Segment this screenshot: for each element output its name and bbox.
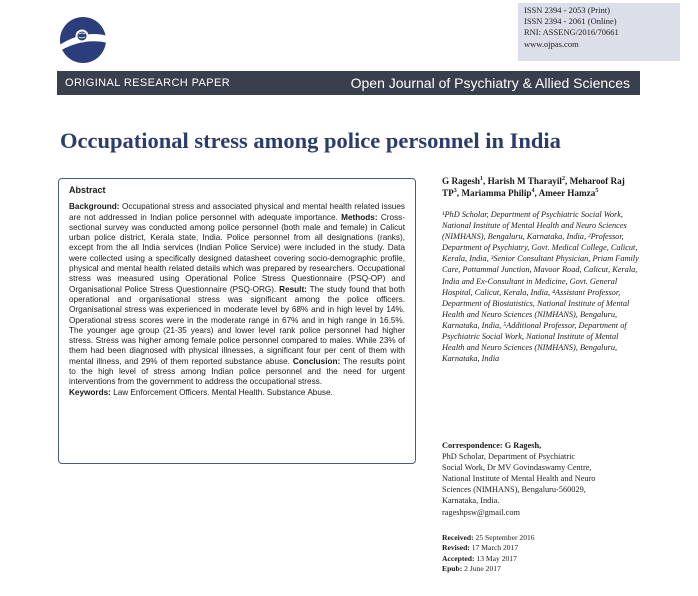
correspondence-name: G Ragesh, xyxy=(504,441,542,450)
result-label: Result: xyxy=(279,284,307,294)
keywords-label: Keywords: xyxy=(69,387,111,397)
author-superscript: 3 xyxy=(453,187,457,194)
received-value: 25 September 2016 xyxy=(475,533,535,542)
author-name: Meharoof Raj TP xyxy=(442,176,625,198)
accepted-date xyxy=(442,554,535,564)
author-superscript: 1 xyxy=(480,175,484,182)
correspondence-line: Social Work, Dr MV Govindaswamy Centre, xyxy=(442,463,592,473)
correspondence-email[interactable]: rageshpsw@gmail.com xyxy=(442,507,520,517)
journal-website[interactable]: www.ojpas.com xyxy=(524,38,579,49)
abstract-body xyxy=(69,202,405,398)
keywords xyxy=(69,388,405,398)
abstract-paragraph xyxy=(69,202,405,387)
article-title: Occupational stress among police personnel in India xyxy=(60,128,561,153)
author-name: G Ragesh xyxy=(442,176,481,186)
conclusion-text: The results point to the high level of stress among Indian police personnel and the need for urgent interventions from the government to address the occupational stress. xyxy=(69,356,405,387)
issn-box xyxy=(518,3,680,61)
abstract-box xyxy=(58,178,416,464)
methods-label: Methods: xyxy=(341,212,378,222)
revised-date xyxy=(442,543,535,553)
author-column xyxy=(442,176,642,364)
journal-name: Open Journal of Psychiatry & Allied Sciences xyxy=(350,75,630,91)
author-name: Harish M Tharayil xyxy=(487,176,562,186)
received-date xyxy=(442,533,535,543)
issn-online: ISSN 2394 - 2061 (Online) xyxy=(524,16,617,27)
journal-logo xyxy=(58,15,108,65)
keywords-text: Law Enforcement Officers. Mental Health. Substance Abuse. xyxy=(113,387,333,397)
rni-number: RNI: ASSENG/2016/70661 xyxy=(524,27,619,38)
accepted-label: Accepted: xyxy=(442,553,475,563)
author-name: Ameer Hamza xyxy=(538,187,596,198)
author-list xyxy=(442,176,642,199)
accepted-value: 13 May 2017 xyxy=(476,553,517,563)
correspondence-heading xyxy=(442,440,652,451)
revised-value: 17 March 2017 xyxy=(471,543,519,553)
journal-banner xyxy=(57,71,640,95)
author-superscript: 5 xyxy=(595,187,599,194)
author-affiliations: ¹PhD Scholar, Department of Psychiatric Social Work, National Institute of Mental Health and Neuro Sciences (NIMHANS), Bengaluru, Karnataka, India, ²Professor, Department of Psychiatry, Govt. Medical College, Calicut, Kerala, India, ³Senior Consultant Physician, Priam Family Care, Pottammal Junction, Mavoor Road, Calicut, Kerala, India and Ex-Consultant in Medicine, Govt. General Hospital, Calicut, Kerala, India, ⁴Assistant Professor, Department of Biostatistics, National Institute of Mental Health and Neuro Sciences (NIMHANS), Bengaluru, Karnataka, India, ⁵Additional Professor, Department of Psychiatric Social Work, National Institute of Mental Health and Neuro Sciences (NIMHANS), Bengaluru, Karnataka, India xyxy=(442,210,639,364)
conclusion-label: Conclusion: xyxy=(292,356,341,366)
author-name: Mariamma Philip xyxy=(461,187,532,198)
methods-text: Cross-sectional survey was conducted among police personnel (both male and female) in Calicut urban police district, Kerala state, India. Police personnel from all designations (ranks), except from the all India services (Indian Police Service) were included in the study. Data were collected using a specifically designed datasheet covering socio-demographic profile, physical and mental health related details which was prepared by researchers. Occupational stress was measured using Operational Police Stress Questionnaire (PSQ-OP) and Organisational Police Stress Questionnaire (PSQ-ORG). xyxy=(69,212,405,294)
correspondence-line: Karnataka, India. xyxy=(442,496,500,506)
background-text: Occupational stress and associated physical and mental health related issues are not addressed in Indian police personnel with adequate importance. xyxy=(69,202,406,222)
correspondence-line: National Institute of Mental Health and Neuro xyxy=(442,474,596,484)
result-text: The study found that both operational and organisational stress was significant among the police officers. Organisational stress was experienced in moderate level by 68% and in high level by 14%. Operational stress scores were in the moderate range in 67% and in high range in 16.5%. The younger age group (21-35 years) and lower level rank police personnel had higher stress. Stress was higher among female police personnel compared to males. While 23% of them had been diagnosed with physical illnesses, a significant four per cent of them with mental illness, and 29% of them reported substance abuse. xyxy=(69,284,405,366)
correspondence-label: Correspondence: xyxy=(442,441,503,450)
revised-label: Revised: xyxy=(442,543,470,553)
author-separator: , xyxy=(483,176,488,186)
author-separator: , xyxy=(534,187,539,198)
correspondence-line: Sciences (NIMHANS), Bengaluru-560029, xyxy=(442,485,586,495)
correspondence-line: PhD Scholar, Department of Psychiatric xyxy=(442,452,576,462)
correspondence xyxy=(442,440,652,518)
received-label: Received: xyxy=(442,533,474,542)
author-separator: , xyxy=(564,176,570,186)
publication-dates xyxy=(442,533,535,574)
epub-date xyxy=(442,564,535,574)
author-superscript: 4 xyxy=(531,187,535,194)
author-separator: , xyxy=(456,187,462,198)
issn-print: ISSN 2394 - 2053 (Print) xyxy=(524,5,610,15)
article-section: ORIGINAL RESEARCH PAPER xyxy=(65,77,231,89)
abstract-heading: Abstract xyxy=(69,185,106,195)
author-superscript: 2 xyxy=(561,175,565,182)
background-label: Background: xyxy=(69,202,120,212)
epub-value: 2 June 2017 xyxy=(464,563,501,573)
epub-label: Epub: xyxy=(442,563,463,573)
